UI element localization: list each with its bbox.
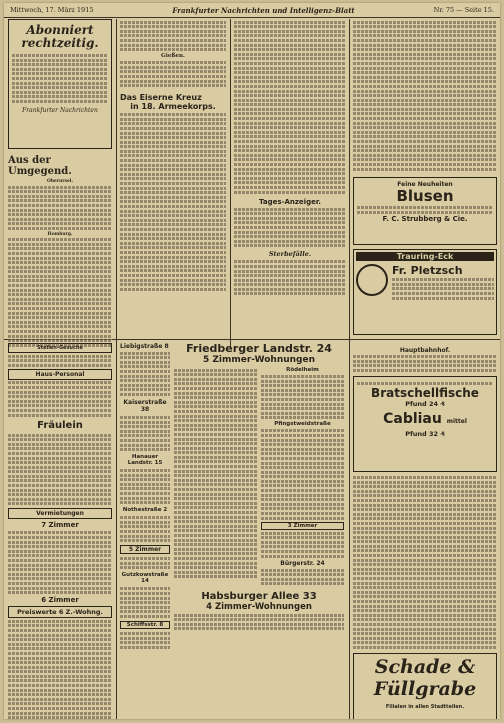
abo-title-2: rechtzeitig. (21, 36, 99, 50)
fish-ad (353, 376, 497, 472)
column-1 (8, 19, 112, 348)
label-fraeulein: Fräulein (37, 419, 83, 431)
schade-ad (353, 653, 497, 719)
umgebung-title: Aus der Umgegend. (8, 155, 72, 177)
trauring-ad (353, 249, 497, 335)
ad-habsburger-1: Habsburger Allee 33 (201, 590, 317, 602)
ad-friedberger-2: 5 Zimmer-Wohnungen (202, 355, 315, 365)
ad-hanauer: Hanauer Landstr. 15 (127, 454, 163, 467)
pletzsch: Fr. Pletzsch (392, 263, 463, 277)
abo-footer: Frankfurter Nachrichten (22, 106, 98, 114)
ad-habsburger-2: 4 Zimmer-Wohnungen (206, 601, 312, 612)
ad-5-zimmer: 5 Zimmer (120, 545, 170, 554)
ad-3-zimmer: 3 Zimmer (261, 522, 344, 530)
ad-buergerstrasse: Bürgerstr. 24 (280, 559, 325, 567)
label-haus-personal: Haus-Personal (8, 369, 112, 380)
label-preiswerte: Preiswerte 6 Z.-Wohng. (8, 606, 112, 618)
kreuz-subtitle: in 18. Armeekorps. (130, 102, 216, 112)
column-3-ads (174, 343, 344, 632)
giessen-heading: Gießen. (161, 53, 185, 60)
column-1-ads (8, 343, 112, 719)
ad-schiffsstrasse: Schiffsstr. 8 (120, 621, 170, 629)
label-6-zimmer: 6 Zimmer (41, 596, 79, 605)
place-oberursel: Oberursel. (47, 179, 73, 184)
strubberg: F. C. Strubberg & Cie. (382, 215, 468, 224)
bratschellfische: Bratschellfische (371, 386, 479, 401)
header-page-number: Nr. 75 — Seite 15. (433, 6, 494, 14)
column-2-upper (120, 19, 226, 292)
ring-emblem (356, 264, 388, 296)
ad-roedelheim: Rödelheim (286, 367, 319, 373)
cabliau-suffix: mittel (446, 418, 467, 426)
abo-title-1: Abonniert (26, 23, 94, 37)
blusen: Blusen (396, 186, 454, 205)
ad-pfingstweid: Pfingstweidstraße (274, 421, 331, 428)
feine-neuheiten: Feine Neuheiten (397, 180, 453, 188)
place-homburg: Homburg. (47, 231, 73, 237)
filialen: Filialen in allen Stadtteilen. (385, 703, 465, 710)
ad-liebigstrasse: Liebigstraße 8 (120, 343, 169, 350)
ad-friedberger-1: Friedberger Landstr. 24 (186, 342, 332, 355)
bratschellfische-price: Pfund 24 ₰ (405, 400, 445, 409)
header-masthead: Frankfurter Nachrichten und Intelligenz-Blatt (172, 5, 355, 15)
label-7-zimmer: 7 Zimmer (41, 521, 79, 530)
hauptbahnhof: Hauptbahnhof. (399, 346, 451, 354)
tages-anzeiger: Tages-Anzeiger. (259, 197, 321, 206)
header-date: Mittwoch, 17. März 1915 (10, 6, 94, 14)
trauring-eck: Trauring-Eck (356, 252, 494, 261)
label-stellen-gesuche: Stellen-Gesuche (8, 343, 112, 353)
schade: Schade & (374, 655, 476, 678)
label-vermietungen: Vermietungen (8, 508, 112, 519)
page-header (4, 3, 500, 18)
fuellgrabe: Füllgrabe (373, 677, 477, 700)
column-5 (353, 19, 497, 719)
newspaper-page (4, 3, 500, 719)
blusen-ad (353, 177, 497, 245)
column-3-upper (234, 19, 346, 297)
column-2-ads (120, 343, 170, 650)
ad-kaiserstrasse: Kaiserstraße 38 (123, 398, 167, 413)
subscription-ad (8, 19, 112, 149)
cabliau-price: Pfund 32 ₰ (405, 430, 445, 439)
ad-nothestrasse: Nothestraße 2 (122, 507, 168, 514)
sterbefaelle: Sterbefälle. (268, 250, 312, 259)
ad-gutzkowstrasse: Gutzkowstraße 14 (121, 572, 169, 585)
kreuz-title: Das Eiserne Kreuz (120, 93, 202, 103)
cabliau: Cabliau (383, 411, 442, 428)
